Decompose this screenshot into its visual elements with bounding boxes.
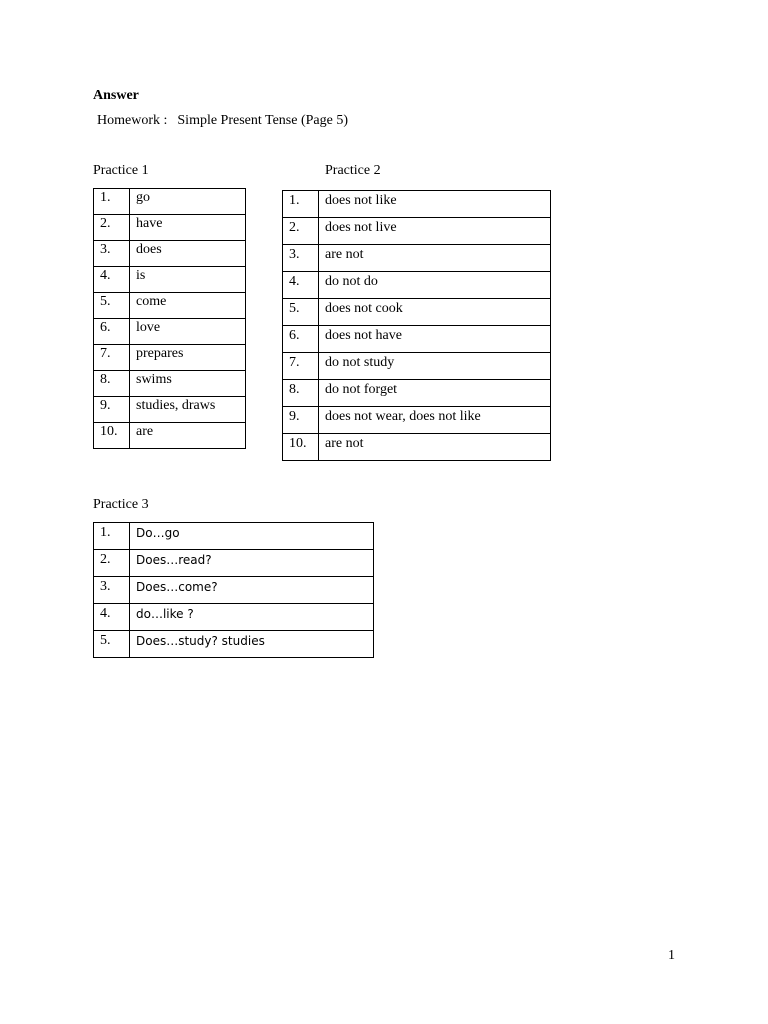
homework-label: Homework : [97,113,168,128]
answer-cell: are not [319,434,551,461]
answer-cell: studies, draws [130,397,246,423]
row-number: 4. [94,267,130,293]
answer-cell: go [130,189,246,215]
row-number: 7. [283,353,319,380]
answer-cell: does not cook [319,299,551,326]
row-number: 1. [283,191,319,218]
table-row [283,191,551,218]
practice-3-table [93,522,374,658]
answer-cell: come [130,293,246,319]
answer-cell: do not forget [319,380,551,407]
table-row [94,293,246,319]
row-number: 3. [94,241,130,267]
table-row [283,245,551,272]
row-number: 3. [94,577,130,604]
table-row [94,215,246,241]
answer-cell: does not like [319,191,551,218]
table-row [283,407,551,434]
table-row [94,550,374,577]
row-number: 5. [94,293,130,319]
table-row [94,423,246,449]
answer-cell: does [130,241,246,267]
row-number: 10. [94,423,130,449]
table-row [283,218,551,245]
answer-cell: Do…go [130,523,374,550]
answer-cell: do not study [319,353,551,380]
practice-1-heading: Practice 1 [93,163,149,178]
row-number: 9. [94,397,130,423]
row-number: 4. [283,272,319,299]
table-row [283,353,551,380]
row-number: 8. [283,380,319,407]
table-row [94,371,246,397]
answer-cell: prepares [130,345,246,371]
table-row [283,272,551,299]
practice-1-table [93,188,246,449]
row-number: 2. [94,215,130,241]
table-row [94,397,246,423]
row-number: 1. [94,189,130,215]
table-row [94,319,246,345]
table-row [283,380,551,407]
table-row [283,434,551,461]
row-number: 6. [283,326,319,353]
row-number: 6. [94,319,130,345]
table-row [94,631,374,658]
answer-cell: love [130,319,246,345]
table-row [94,267,246,293]
table-row [94,577,374,604]
row-number: 5. [283,299,319,326]
row-number: 8. [94,371,130,397]
table-row [283,299,551,326]
answer-cell: Does…come? [130,577,374,604]
row-number: 5. [94,631,130,658]
answer-cell: is [130,267,246,293]
answer-cell: does not wear, does not like [319,407,551,434]
table-row [283,326,551,353]
homework-line [97,113,348,129]
answer-cell: have [130,215,246,241]
row-number: 4. [94,604,130,631]
row-number: 10. [283,434,319,461]
practice-2-table [282,190,551,461]
answer-cell: swims [130,371,246,397]
answer-cell: does not live [319,218,551,245]
table-row [94,345,246,371]
table-row [94,189,246,215]
row-number: 2. [94,550,130,577]
page-title: Answer [93,88,139,103]
answer-cell: do not do [319,272,551,299]
practice-2-heading: Practice 2 [325,163,381,178]
row-number: 9. [283,407,319,434]
row-number: 2. [283,218,319,245]
table-row [94,241,246,267]
answer-cell: do…like ? [130,604,374,631]
row-number: 1. [94,523,130,550]
answer-cell: does not have [319,326,551,353]
homework-topic: Simple Present Tense (Page 5) [177,113,349,128]
answer-cell: Does…read? [130,550,374,577]
answer-cell: Does…study? studies [130,631,374,658]
practice-3-heading: Practice 3 [93,497,149,512]
row-number: 7. [94,345,130,371]
row-number: 3. [283,245,319,272]
page-number: 1 [668,948,675,963]
table-row [94,604,374,631]
answer-cell: are not [319,245,551,272]
answer-cell: are [130,423,246,449]
table-row [94,523,374,550]
